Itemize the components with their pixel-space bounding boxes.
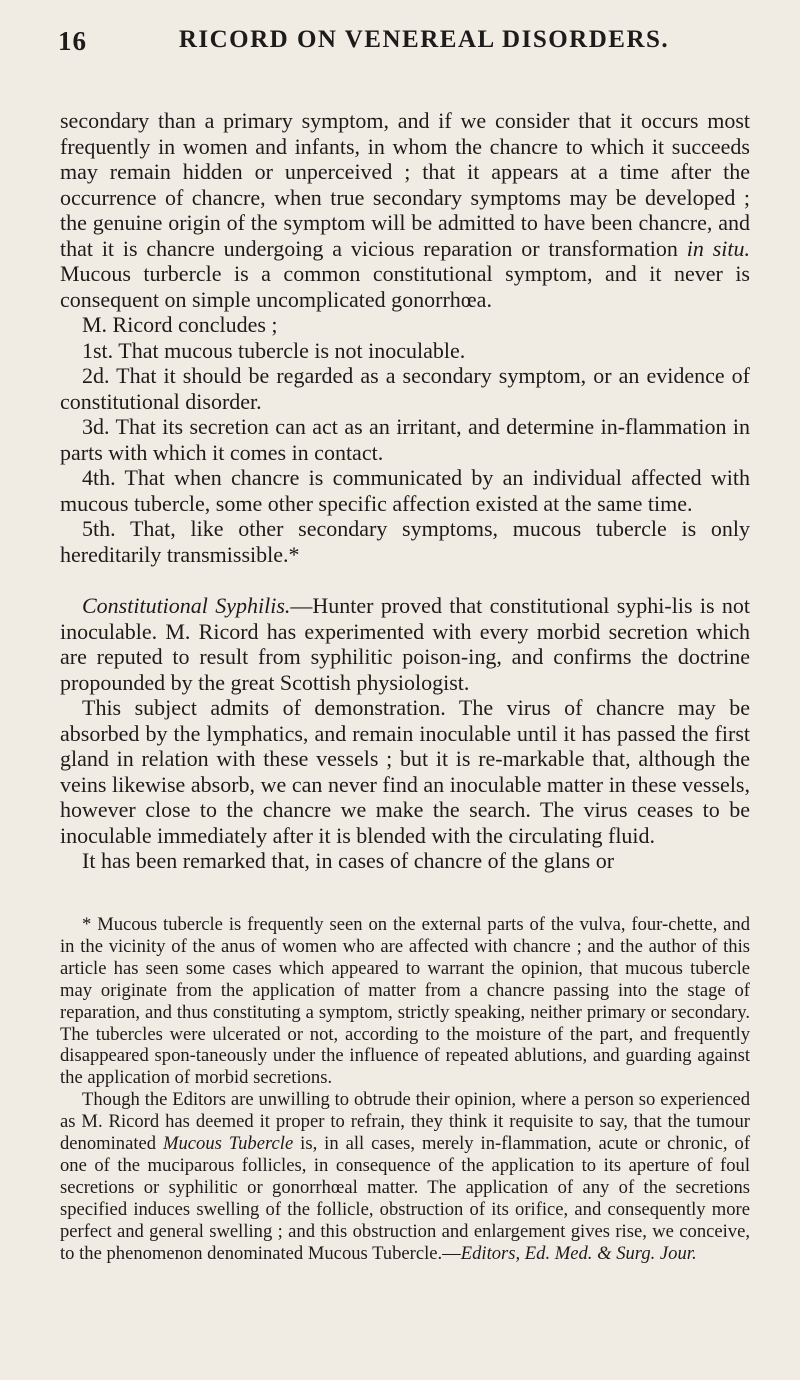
section-paragraph-1: [60, 593, 750, 695]
main-text: [60, 108, 750, 874]
page-header: [58, 26, 760, 56]
conclusion-item-4: 4th. That when chancre is communicated by an individual affected with mucous tubercle, some other specific affection existed at the same time.: [60, 465, 750, 516]
text-span: —Hunter proved that constitutional syphi-lis is not inoculable. M. Ricord has experimented with every morbid secretion which are reputed to result from syphilitic poison-ing, and confirms the doctrine propounded by the great Scottish physiologist.: [60, 593, 750, 695]
text-span: is, in all cases, merely in-flammation, acute or chronic, of one of the muciparous follicles, in consequence of the application to its aperture of foul secretions or syphilitic or gonorrhœal matter. The application of any of the secretions specified induces swelling of the follicle, obstruction of its orifice, and consequently more perfect and general swelling ; and this obstruction and enlargement gives rise, we conceive, to the phenomenon denominated Mucous Tubercle.—: [60, 1133, 751, 1264]
section-spacer: [60, 567, 750, 593]
paragraph-concludes: M. Ricord concludes ;: [82, 312, 278, 337]
section-paragraph-2: This subject admits of demonstration. The virus of chancre may be absorbed by the lymphatics, and remain inoculable until it has passed the first gland in relation with these vessels ; but it is re-markable that, although the veins likewise absorb, we can never find an inoculable matter in these vessels, however close to the chancre we make the search. The virus ceases to be inoculable immediately after it is blended with the circulating fluid.: [60, 695, 750, 848]
editors-signature: Editors, Ed. Med. & Surg. Jour.: [460, 1242, 697, 1264]
footnotes: [60, 914, 750, 1265]
footnote-paragraph-1: * Mucous tubercle is frequently seen on the external parts of the vulva, four-chette, and in the vicinity of the anus of women who are affected with chancre ; and the author of this article has seen some cases which appeared to warrant the opinion, that mucous tubercle may originate from the application of matter from a chancre passing into the stage of reparation, and thus constituting a symptom, strictly speaking, neither primary or secondary. The tubercles were ulcerated or not, according to the moisture of the part, and frequently disappeared spon-taneously under the influence of repeated ablutions, and guarding against the application of morbid secretions.: [60, 914, 750, 1089]
conclusion-item-3: 3d. That its secretion can act as an irritant, and determine in-flammation in parts with which it comes in contact.: [60, 414, 750, 465]
italic-phrase: in situ.: [686, 235, 750, 261]
text-span: secondary than a primary symptom, and if we consider that it occurs most frequently in women and infants, in whom the chancre to which it succeeds may remain hidden or unperceived ; that it appears at a time after the occurrence of chancre, when true secondary symptoms may be developed ; the genuine origin of the symptom will be admitted to have been chancre, and that it is chancre undergoing a vicious reparation or transformation: [60, 108, 750, 261]
conclusion-item-5: 5th. That, like other secondary symptoms, mucous tubercle is only hereditarily transmissible.*: [60, 516, 750, 567]
italic-phrase: Mucous Tubercle: [163, 1133, 294, 1155]
conclusion-item-2: 2d. That it should be regarded as a secondary symptom, or an evidence of constitutional disorder.: [60, 363, 750, 414]
conclusion-item-1: 1st. That mucous tubercle is not inoculable.: [82, 337, 466, 363]
footnote-paragraph-2: [60, 1089, 750, 1264]
text-span: Though the Editors are unwilling to obtrude their opinion, where a person so experienced as M. Ricord has deemed it proper to refrain, they think it requisite to say, that the tumour denominated: [60, 1089, 750, 1155]
page-number: 16: [58, 26, 87, 56]
section-paragraph-3: It has been remarked that, in cases of chancre of the glans or: [82, 848, 615, 873]
section-title: Constitutional Syphilis.: [82, 593, 291, 618]
paragraph-intro: [60, 108, 750, 312]
running-head: RICORD ON VENEREAL DISORDERS.: [178, 26, 670, 53]
text-span: Mucous turbercle is a common constitutional symptom, and it never is consequent on simple uncomplicated gonorrhœa.: [60, 261, 750, 312]
